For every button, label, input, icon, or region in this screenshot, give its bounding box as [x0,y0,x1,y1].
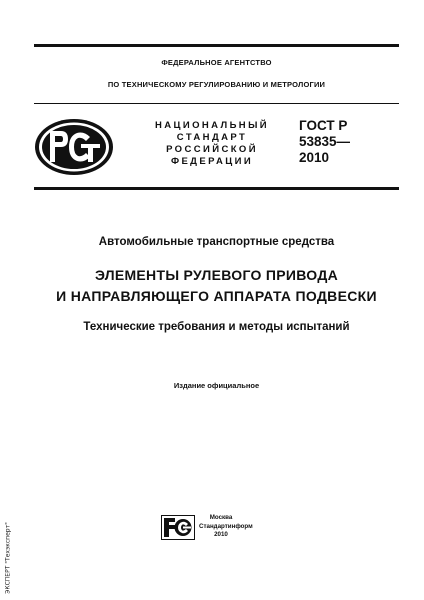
side-watermark-text: ЭКСПЕРТ "Техэксперт" [4,522,12,594]
title-line2: И НАПРАВЛЯЮЩЕГО АППАРАТА ПОДВЕСКИ [56,288,377,304]
edition-label: Издание официальное [173,381,260,390]
document-category: Автомобильные транспортные средства [98,236,335,248]
gost-line3: 2010 [299,150,330,165]
publisher-city: Москва [209,514,233,521]
standard-line3: РОССИЙСКОЙ [166,144,258,155]
gost-line1: ГОСТ Р [299,118,348,133]
standard-line2: СТАНДАРТ [176,132,248,143]
agency-name-line1: ФЕДЕРАЛЬНОЕ АГЕНТСТВО [161,58,272,67]
document-title [34,265,399,307]
middle-rule [34,103,399,104]
top-rule [34,44,399,47]
standartinform-icon [161,515,195,540]
lower-rule [34,187,399,190]
publisher-year: 2010 [214,531,228,538]
document-requirements: Технические требования и методы испытаний [83,321,350,333]
gost-number [299,118,350,166]
title-line1: ЭЛЕМЕНТЫ РУЛЕВОГО ПРИВОДА [94,267,339,283]
standard-line1: НАЦИОНАЛЬНЫЙ [155,120,269,131]
gost-line2: 53835— [299,134,351,149]
agency-name-line2: ПО ТЕХНИЧЕСКОМУ РЕГУЛИРОВАНИЮ И МЕТРОЛОГИИ [107,80,326,89]
standard-line4: ФЕДЕРАЦИИ [170,156,254,167]
rst-mark-icon [34,118,114,176]
publisher-name: Стандартинформ [199,522,253,530]
side-watermark [2,520,14,596]
national-standard-label [142,120,282,168]
publisher-imprint [199,514,253,540]
